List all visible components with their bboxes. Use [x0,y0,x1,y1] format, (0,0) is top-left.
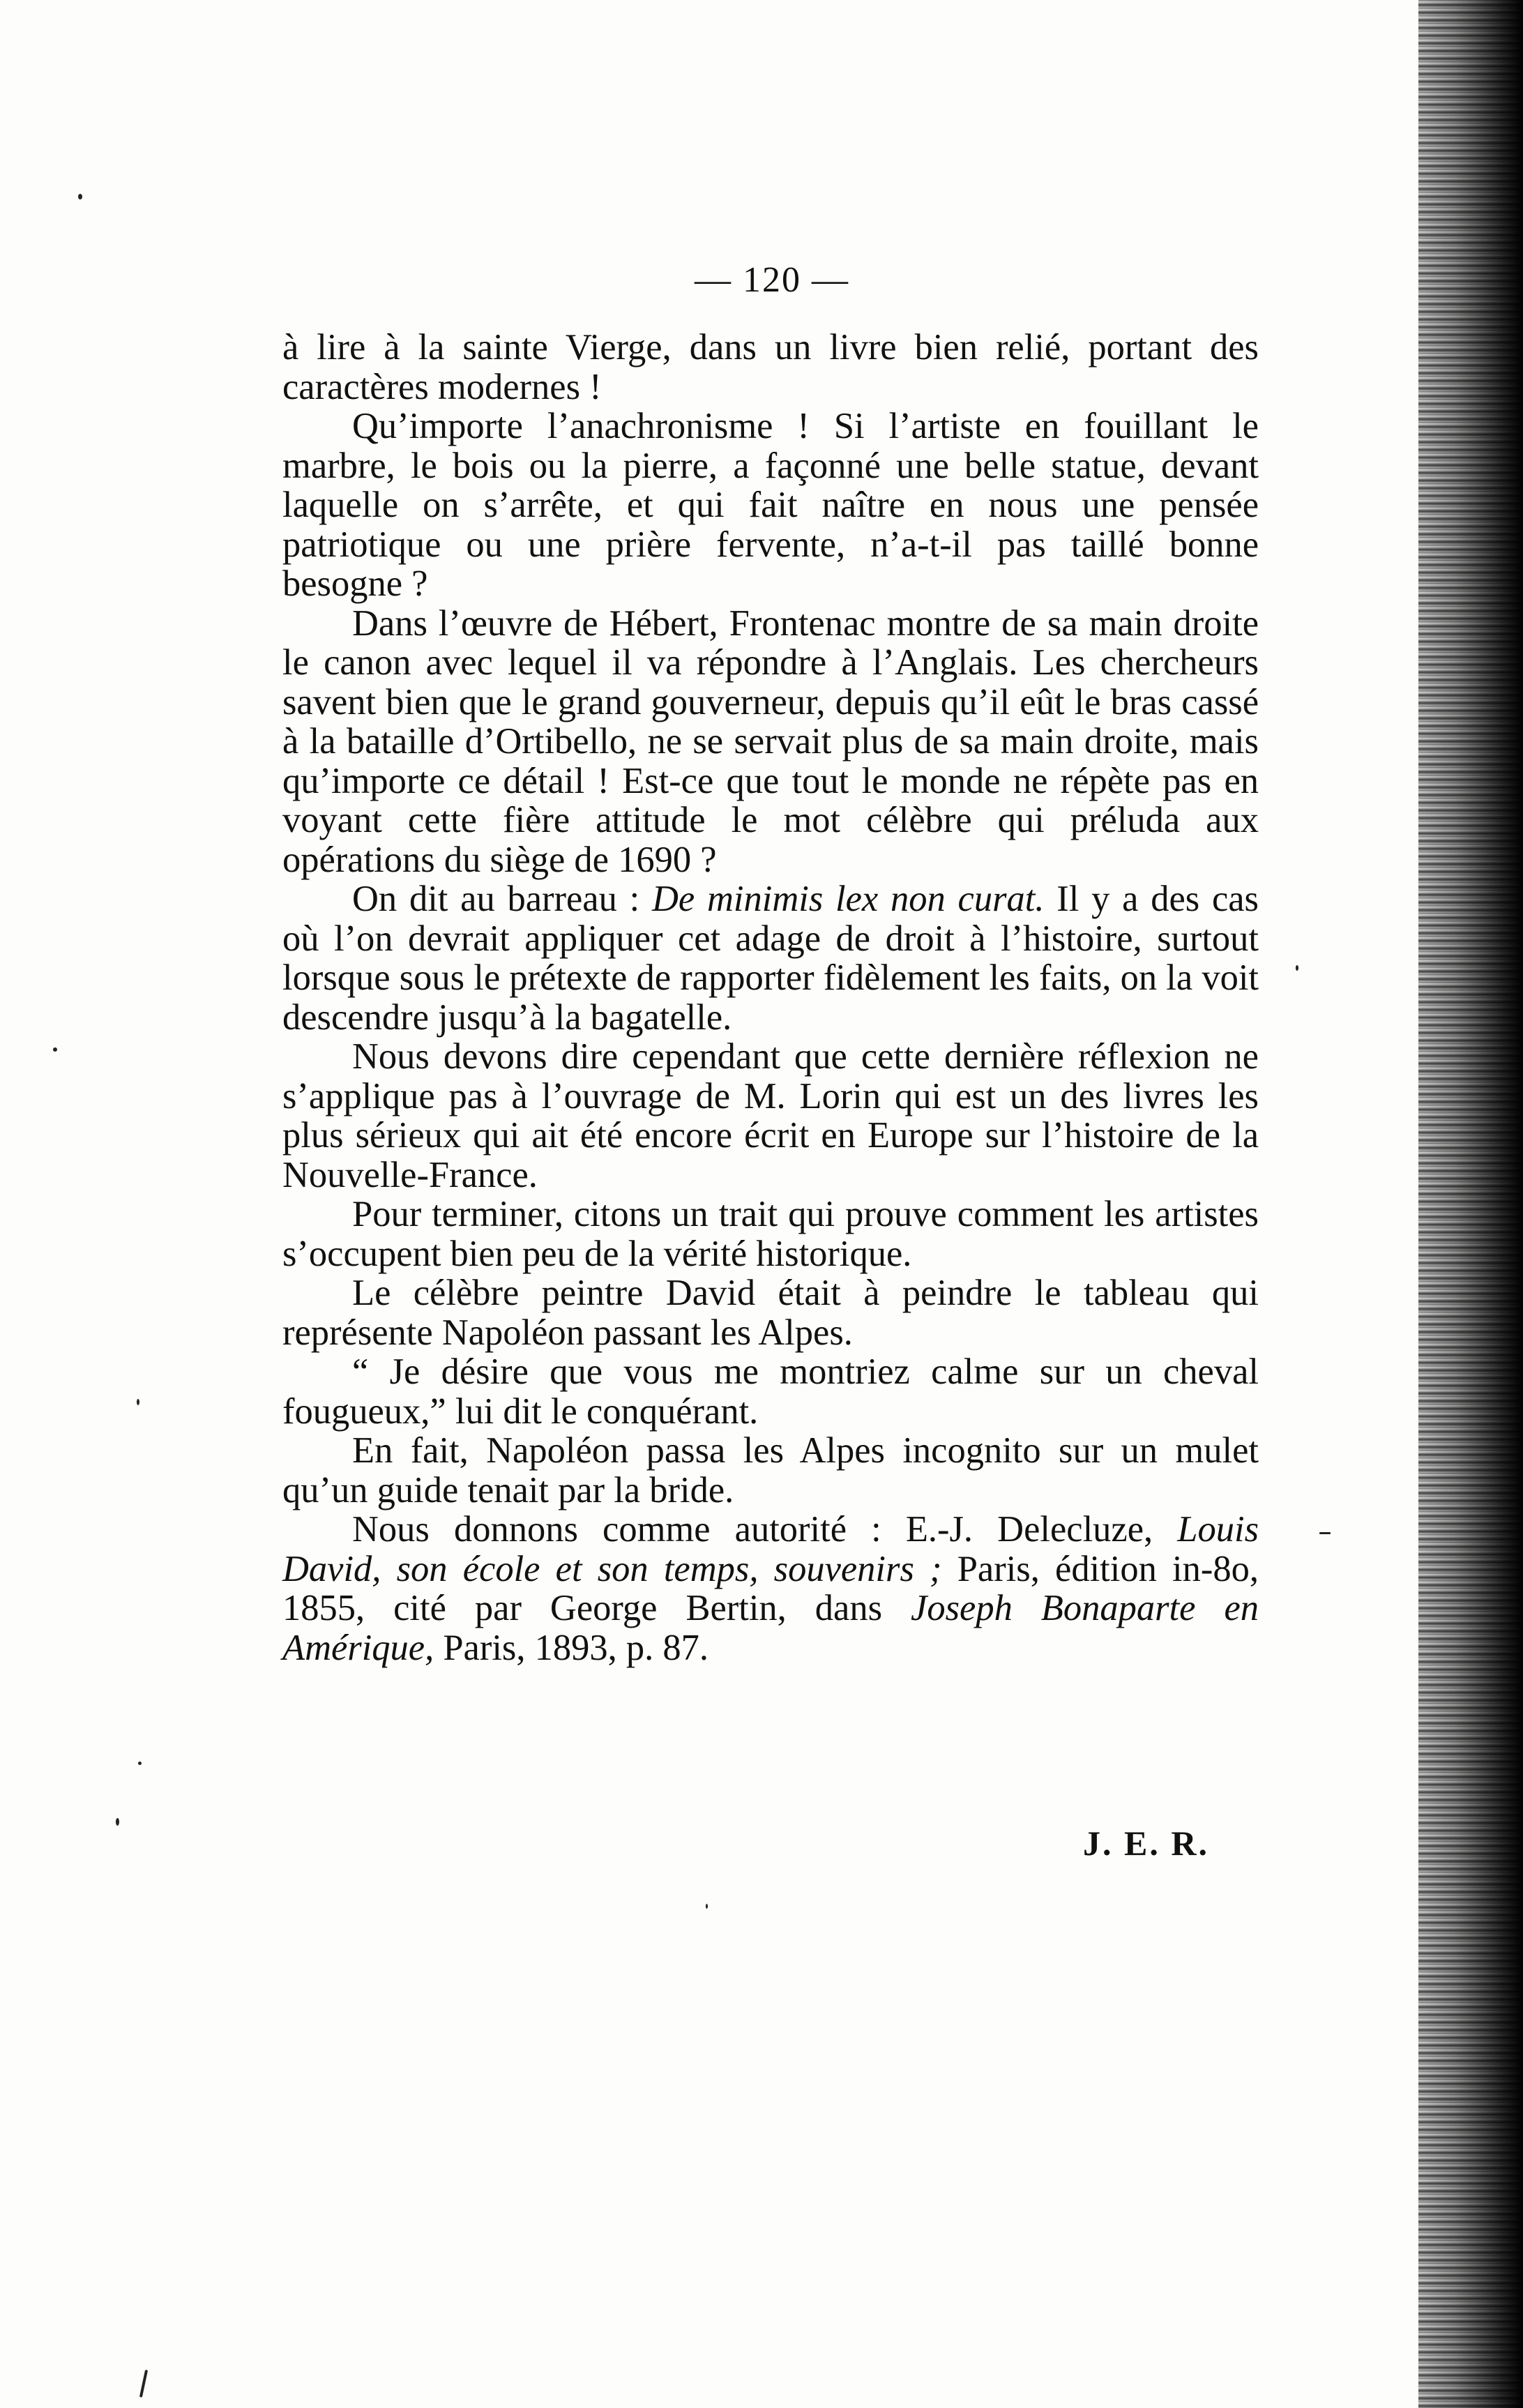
text-run: Paris, 1893, p. 87. [434,1627,709,1668]
paragraph [282,328,1259,407]
text-run: Pour terminer, citons un trait qui prouve comment les artistes s’occupent bien peu de la vérité historique. [282,1194,1259,1274]
scan-speck [116,1818,119,1826]
scan-speck [706,1904,708,1909]
paragraph [282,1352,1259,1431]
text-run: Il y a des cas où l’on devrait appliquer cet adage de droit à l’histoire, surtout lorsque sous le prétexte de rapporter fidèlement les faits, on la voit descendre jusqu’à la bagatelle. [282,879,1259,1038]
paragraph [282,1273,1259,1352]
text-run: Dans l’œuvre de Hébert, Frontenac montre de sa main droite le canon avec lequel il va répondre à l’Anglais. Les chercheurs savent bien que le grand gouverneur, depuis qu’il eût le bras cassé à la bataille d’Ortibello, ne se servait plus de sa main droite, mais qu’importe ce détail ! Est-ce que tout le monde ne répète pas en voyant cette fière attitude le mot célèbre qui préluda aux opérations du siège de 1690 ? [282,603,1259,880]
text-run: En fait, Napoléon passa les Alpes incognito sur un mulet qu’un guide tenait par la bride. [282,1430,1259,1510]
paragraph [282,879,1259,1037]
text-run: “ Je désire que vous me montriez calme sur un cheval fougueux,” lui dit le conquérant. [282,1351,1259,1432]
scan-speck [78,194,82,199]
scan-speck [1296,965,1298,971]
author-signature: J. E. R. [1083,1824,1209,1863]
text-run: On dit au barreau : [352,879,652,919]
text-run: Paris, édition in-8o, 1855, cité par George Bertin, dans [282,1548,1259,1628]
scan-speck [139,2370,148,2398]
page-number: — 120 — [695,260,849,300]
italic-text: De minimis lex non curat. [651,879,1045,919]
scanned-page-edge [1418,0,1523,2408]
scan-speck [1319,1532,1331,1534]
text-run: Qu’importe l’anachronisme ! Si l’artiste en fouillant le marbre, le bois ou la pierre, a façonné une belle statue, devant laquelle on s’arrête, et qui fait naître en nous une pensée patriotique ou une prière fervente, n’a-t-il pas taillé bonne besogne ? [282,406,1259,604]
body-text [282,328,1259,1667]
scan-speck [138,1762,142,1765]
scan-speck [137,1399,139,1405]
scan-speck [53,1047,57,1052]
paragraph [282,604,1259,880]
italic-text: Louis David, son école et son temps, souvenirs ; [282,1509,1259,1589]
paragraph [282,1195,1259,1273]
paragraph [282,407,1259,604]
paragraph [282,1431,1259,1510]
text-run: Nous devons dire cependant que cette dernière réflexion ne s’applique pas à l’ouvrage de M. Lorin qui est un des livres les plus sérieux qui ait été encore écrit en Europe sur l’histoire de la Nouvelle-France. [282,1036,1259,1195]
italic-text: Joseph Bonaparte en Amérique, [282,1588,1259,1668]
paragraph [282,1510,1259,1667]
text-run: à lire à la sainte Vierge, dans un livre bien relié, portant des caractères modernes ! [282,327,1259,407]
text-run: Nous donnons comme autorité : E.-J. Delecluze, [352,1509,1178,1550]
paragraph [282,1037,1259,1195]
text-run: Le célèbre peintre David était à peindre le tableau qui représente Napoléon passant les Alpes. [282,1273,1259,1353]
